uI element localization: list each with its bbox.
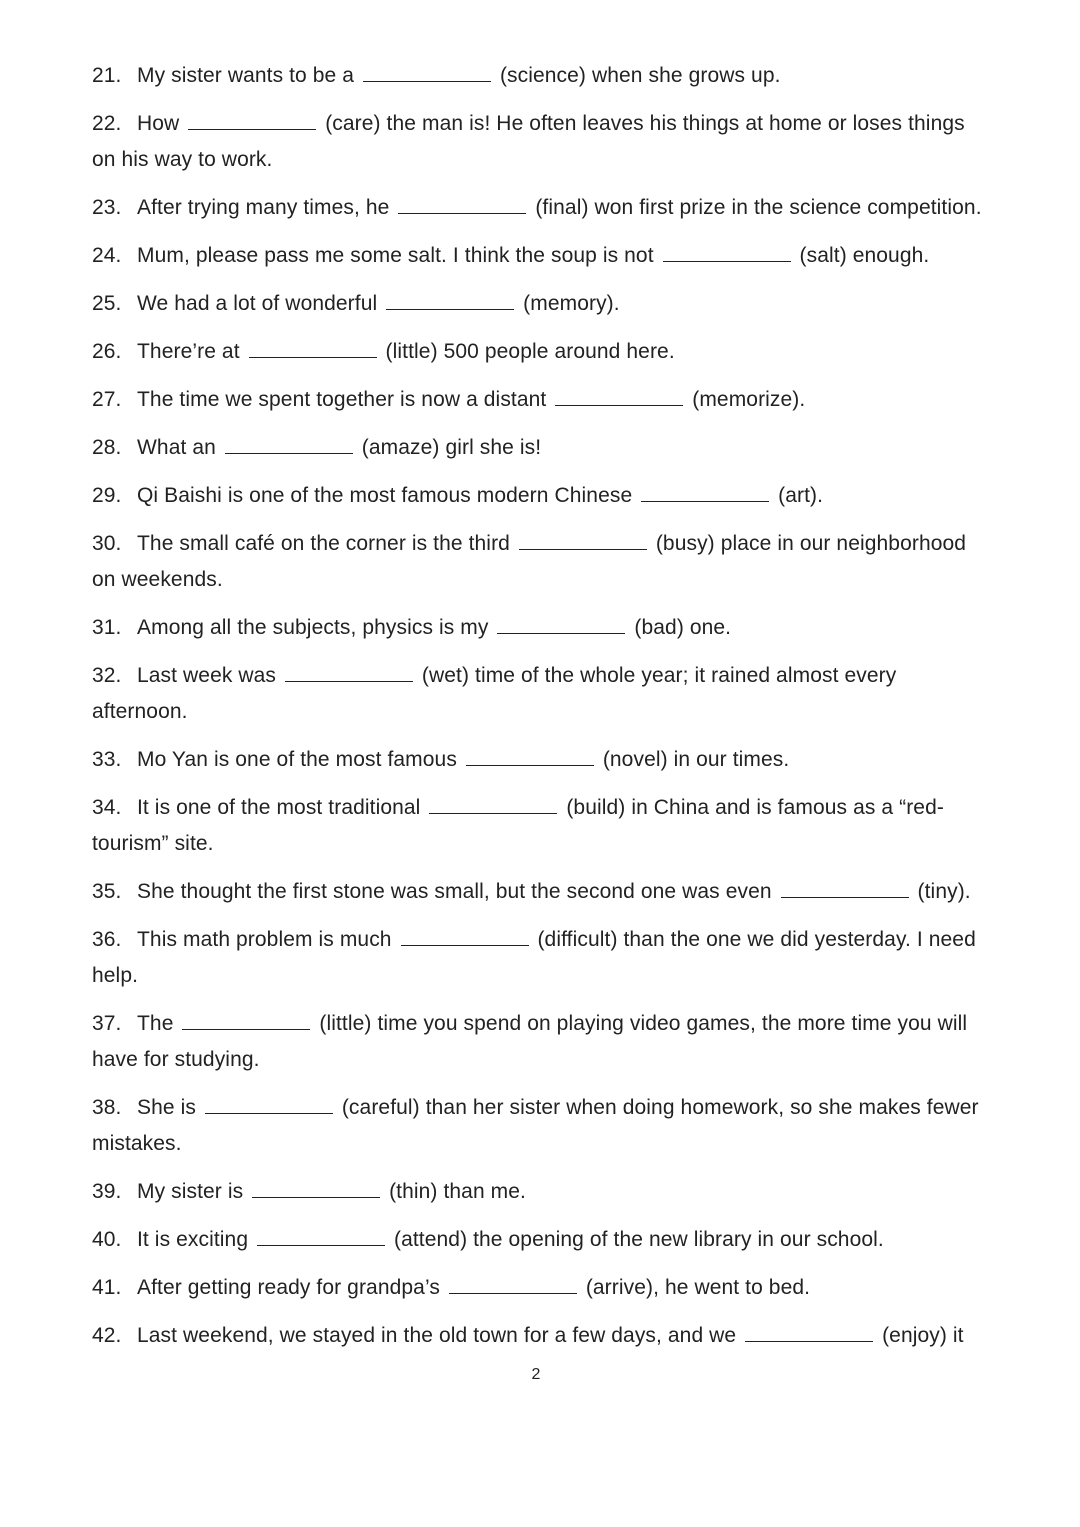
question-30 <box>92 526 992 598</box>
question-text-before: Among all the subjects, physics is my <box>137 616 489 639</box>
question-23 <box>92 190 992 226</box>
answer-blank[interactable] <box>252 1196 380 1198</box>
answer-blank[interactable] <box>401 944 529 946</box>
answer-blank[interactable] <box>449 1292 577 1294</box>
question-text-after: (final) won first prize in the science competition. <box>535 196 982 219</box>
question-text-after: (memorize). <box>692 388 806 411</box>
question-number: 42. <box>92 1324 122 1347</box>
question-text-before: It is one of the most traditional <box>137 796 421 819</box>
answer-blank[interactable] <box>257 1244 385 1246</box>
question-number: 28. <box>92 436 122 459</box>
question-text-before: Last week was <box>137 664 277 687</box>
question-text-before: Mo Yan is one of the most famous <box>137 748 457 771</box>
question-text-before: She is <box>137 1096 196 1119</box>
question-text-after: (science) when she grows up. <box>499 64 781 87</box>
question-text-before: The small café on the corner is the third <box>137 532 510 555</box>
question-number: 23. <box>92 196 122 219</box>
question-number: 29. <box>92 484 122 507</box>
question-29 <box>92 478 992 514</box>
question-text-before: This math problem is much <box>137 928 392 951</box>
question-number: 26. <box>92 340 122 363</box>
question-number: 25. <box>92 292 122 315</box>
question-22 <box>92 106 992 178</box>
answer-blank[interactable] <box>555 404 683 406</box>
question-number: 33. <box>92 748 122 771</box>
question-text-before: The time we spent together is now a distant <box>137 388 547 411</box>
question-34 <box>92 790 992 862</box>
question-text-before: It is exciting <box>137 1228 249 1251</box>
question-text-after: (attend) the opening of the new library in our school. <box>393 1228 884 1251</box>
question-text-before: Mum, please pass me some salt. I think the soup is not <box>137 244 654 267</box>
question-32 <box>92 658 992 730</box>
question-number: 36. <box>92 928 122 951</box>
page-number: 2 <box>531 1366 541 1383</box>
question-27 <box>92 382 992 418</box>
question-text-after: (build) in China and is famous as a “red-tourism” site. <box>92 796 944 855</box>
question-text-after: (arrive), he went to bed. <box>585 1276 811 1299</box>
question-text-after: (enjoy) it <box>882 1324 964 1347</box>
question-25 <box>92 286 992 322</box>
question-number: 35. <box>92 880 122 903</box>
answer-blank[interactable] <box>781 896 909 898</box>
question-list <box>92 58 992 1366</box>
answer-blank[interactable] <box>285 680 413 682</box>
answer-blank[interactable] <box>386 308 514 310</box>
answer-blank[interactable] <box>225 452 353 454</box>
answer-blank[interactable] <box>641 500 769 502</box>
question-text-after: (bad) one. <box>634 616 732 639</box>
question-text-before: How <box>137 112 180 135</box>
question-text-after: (care) the man is! He often leaves his things at home or loses things on his way to work. <box>92 112 965 171</box>
question-text-after: (wet) time of the whole year; it rained almost every afternoon. <box>92 664 897 723</box>
question-text-before: Qi Baishi is one of the most famous modern Chinese <box>137 484 633 507</box>
question-35 <box>92 874 992 910</box>
question-24 <box>92 238 992 274</box>
question-text-before: What an <box>137 436 216 459</box>
question-text-before: There’re at <box>137 340 240 363</box>
answer-blank[interactable] <box>663 260 791 262</box>
question-number: 27. <box>92 388 122 411</box>
question-number: 40. <box>92 1228 122 1251</box>
answer-blank[interactable] <box>466 764 594 766</box>
question-number: 32. <box>92 664 122 687</box>
question-number: 41. <box>92 1276 122 1299</box>
question-33 <box>92 742 992 778</box>
question-26 <box>92 334 992 370</box>
question-42 <box>92 1318 992 1354</box>
question-number: 24. <box>92 244 122 267</box>
question-text-before: She thought the first stone was small, but the second one was even <box>137 880 772 903</box>
question-38 <box>92 1090 992 1162</box>
answer-blank[interactable] <box>519 548 647 550</box>
answer-blank[interactable] <box>249 356 377 358</box>
question-text-before: The <box>137 1012 174 1035</box>
question-text-after: (difficult) than the one we did yesterday. I need help. <box>92 928 976 987</box>
question-text-after: (thin) than me. <box>389 1180 526 1203</box>
question-text-before: Last weekend, we stayed in the old town for a few days, and we <box>137 1324 737 1347</box>
question-21 <box>92 58 992 94</box>
question-text-after: (art). <box>778 484 824 507</box>
question-37 <box>92 1006 992 1078</box>
question-text-before: After trying many times, he <box>137 196 390 219</box>
question-text-before: My sister is <box>137 1180 244 1203</box>
question-number: 22. <box>92 112 122 135</box>
question-text-after: (salt) enough. <box>799 244 930 267</box>
question-number: 30. <box>92 532 122 555</box>
question-number: 39. <box>92 1180 122 1203</box>
answer-blank[interactable] <box>363 80 491 82</box>
question-text-before: We had a lot of wonderful <box>137 292 378 315</box>
question-40 <box>92 1222 992 1258</box>
answer-blank[interactable] <box>182 1028 310 1030</box>
answer-blank[interactable] <box>497 632 625 634</box>
question-number: 37. <box>92 1012 122 1035</box>
question-number: 31. <box>92 616 122 639</box>
question-41 <box>92 1270 992 1306</box>
question-number: 38. <box>92 1096 122 1119</box>
question-text-after: (busy) place in our neighborhood on weekends. <box>92 532 967 591</box>
answer-blank[interactable] <box>205 1112 333 1114</box>
answer-blank[interactable] <box>188 128 316 130</box>
question-text-before: After getting ready for grandpa’s <box>137 1276 440 1299</box>
question-text-after: (memory). <box>523 292 620 315</box>
question-39 <box>92 1174 992 1210</box>
question-text-after: (novel) in our times. <box>602 748 790 771</box>
question-28 <box>92 430 992 466</box>
question-31 <box>92 610 992 646</box>
answer-blank[interactable] <box>429 812 557 814</box>
question-36 <box>92 922 992 994</box>
question-number: 34. <box>92 796 122 819</box>
question-text-after: (careful) than her sister when doing homework, so she makes fewer mistakes. <box>92 1096 979 1155</box>
question-text-after: (little) time you spend on playing video games, the more time you will have for studying. <box>92 1012 968 1071</box>
question-text-after: (tiny). <box>917 880 971 903</box>
answer-blank[interactable] <box>745 1340 873 1342</box>
question-text-before: My sister wants to be a <box>137 64 355 87</box>
question-text-after: (little) 500 people around here. <box>385 340 675 363</box>
answer-blank[interactable] <box>398 212 526 214</box>
question-number: 21. <box>92 64 122 87</box>
question-text-after: (amaze) girl she is! <box>361 436 542 459</box>
